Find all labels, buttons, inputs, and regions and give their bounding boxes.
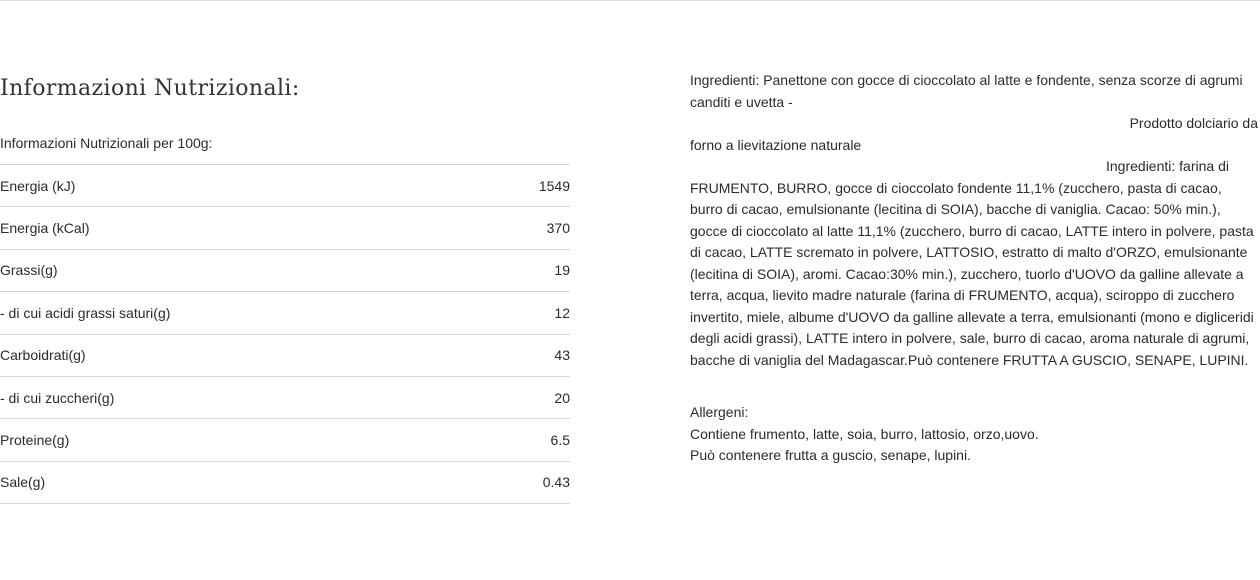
nutrient-value: 0.43	[542, 474, 570, 491]
nutrient-value: 1549	[538, 177, 570, 194]
ingredients-leavening: forno a lievitazione naturale	[690, 136, 862, 153]
nutrient-value: 12	[554, 304, 570, 321]
nutrient-label: Energia (kJ)	[0, 177, 76, 194]
nutrition-section	[0, 74, 570, 504]
nutrient-value: 43	[554, 347, 570, 364]
ingredients-intro: Ingredienti: Panettone con gocce di cioccolato al latte e fondente, senza scorze di agrumi canditi e uvetta -	[690, 72, 1243, 110]
nutrient-value: 19	[554, 262, 570, 279]
nutrient-label: Energia (kCal)	[0, 220, 90, 237]
allergens-block	[690, 402, 1258, 467]
nutrient-value: 20	[554, 389, 570, 406]
nutrient-label: Grassi(g)	[0, 262, 58, 279]
table-row	[0, 165, 570, 207]
nutrition-title: Informazioni Nutrizionali:	[0, 76, 300, 101]
table-row	[0, 335, 570, 377]
nutrient-label: Carboidrati(g)	[0, 347, 86, 364]
nutrition-table	[0, 164, 570, 504]
table-row	[0, 292, 570, 334]
nutrient-value: 6.5	[550, 432, 570, 449]
allergens-heading: Allergeni:	[690, 404, 749, 420]
allergens-may-contain: Può contenere frutta a guscio, senape, lupini.	[690, 447, 971, 463]
nutrient-label: - di cui acidi grassi saturi(g)	[0, 304, 171, 321]
nutrient-value: 370	[546, 220, 570, 237]
ingredients-list: FRUMENTO, BURRO, gocce di cioccolato fondente 11,1% (zucchero, pasta di cacao, burro di cacao, emulsionante (lecitina di SOIA), bacche di vaniglia. Cacao: 50% min.), gocce di cioccolato al latte 11,1% (zucchero, burro di cacao, LATTE intero in polvere, pasta di cacao, LATTE scremato in polvere, LATTOSIO, estratto di malto d'ORZO, emulsionante (lecitina di SOIA), aromi. Cacao:30% min.), zucchero, tuorlo d'UOVO da galline allevate a terra, acqua, lievito madre naturale (farina di FRUMENTO, acqua), sciroppo di zucchero invertito, miele, albume d'UOVO da galline allevate a terra, emulsionanti (mono e digliceridi degli acidi grassi), LATTE intero in polvere, sale, burro di cacao, aroma naturale di agrumi, bacche di vaniglia del Madagascar.Può contenere FRUTTA A GUSCIO, SENAPE, LUPINI.	[690, 179, 1254, 368]
table-row	[0, 250, 570, 292]
nutrient-label: - di cui zuccheri(g)	[0, 389, 115, 406]
top-divider	[0, 0, 1260, 1]
nutrient-label: Sale(g)	[0, 474, 46, 491]
nutrition-subtitle: Informazioni Nutrizionali per 100g:	[0, 135, 213, 151]
allergens-contains: Contiene frumento, latte, soia, burro, lattosio, orzo,uovo.	[690, 425, 1039, 442]
table-row	[0, 207, 570, 249]
table-row	[0, 419, 570, 461]
ingredients-product-type: Prodotto dolciario da	[1129, 115, 1258, 131]
nutrient-label: Proteine(g)	[0, 432, 70, 449]
ingredients-heading: Ingredienti: farina di	[1106, 158, 1229, 174]
table-row	[0, 377, 570, 419]
ingredients-section	[690, 70, 1258, 467]
table-row	[0, 462, 570, 504]
